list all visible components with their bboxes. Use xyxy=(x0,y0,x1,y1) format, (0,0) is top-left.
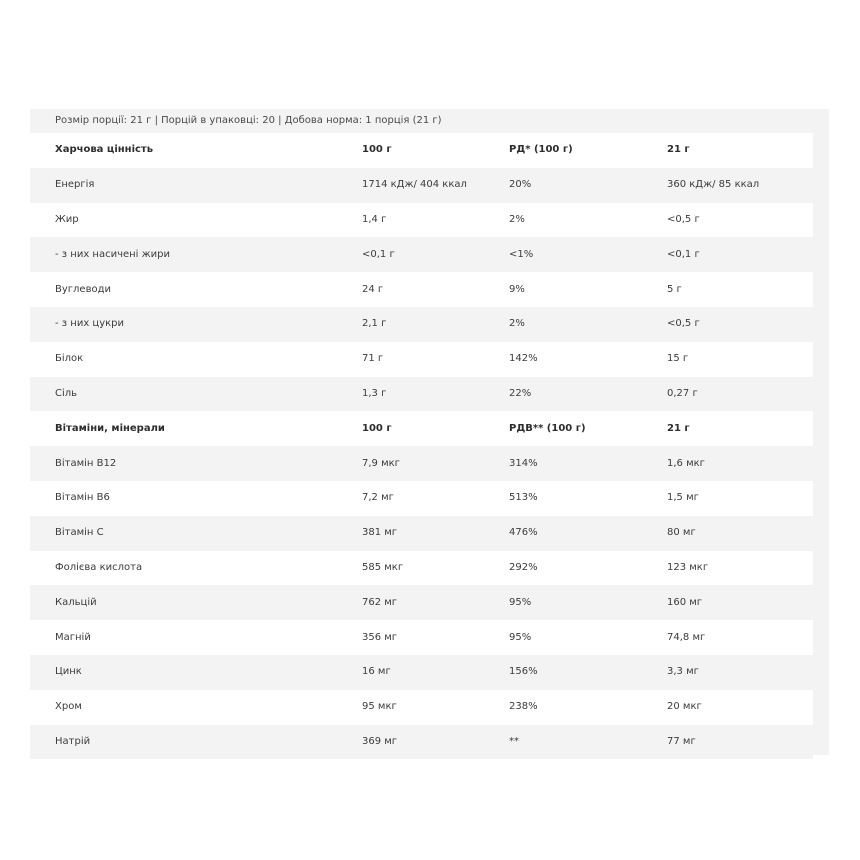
table-row xyxy=(30,620,813,655)
daily-value-cell: 238% xyxy=(509,690,667,725)
daily-value-cell: 142% xyxy=(509,342,667,377)
daily-value-cell: <1% xyxy=(509,237,667,272)
per-serving-cell: 5 г xyxy=(667,272,813,307)
per-serving-cell: 123 мкг xyxy=(667,551,813,586)
per-serving-cell: 74,8 мг xyxy=(667,620,813,655)
nutrient-name-cell: Цинк xyxy=(30,655,362,690)
per-100g-cell: 369 мг xyxy=(362,725,509,760)
table-row xyxy=(30,377,813,412)
nutrient-name-cell: Харчова цінність xyxy=(30,133,362,168)
per-serving-cell: 20 мкг xyxy=(667,690,813,725)
nutrient-name-cell: Фолієва кислота xyxy=(30,551,362,586)
per-100g-cell: 1714 кДж/ 404 ккал xyxy=(362,168,509,203)
per-100g-cell: 71 г xyxy=(362,342,509,377)
table-row xyxy=(30,551,813,586)
table-row xyxy=(30,272,813,307)
per-100g-cell: 585 мкг xyxy=(362,551,509,586)
table-row xyxy=(30,516,813,551)
nutrient-name-cell: Енергія xyxy=(30,168,362,203)
daily-value-cell: 314% xyxy=(509,446,667,481)
table-row xyxy=(30,168,813,203)
nutrient-name-cell: Натрій xyxy=(30,725,362,760)
table-row xyxy=(30,725,813,760)
daily-value-cell: РДВ** (100 г) xyxy=(509,411,667,446)
nutrient-name-cell: Вуглеводи xyxy=(30,272,362,307)
nutrient-name-cell: Магній xyxy=(30,620,362,655)
per-100g-cell: 95 мкг xyxy=(362,690,509,725)
per-serving-cell: 0,27 г xyxy=(667,377,813,412)
daily-value-cell: 95% xyxy=(509,585,667,620)
nutrient-name-cell: - з них насичені жири xyxy=(30,237,362,272)
table-row xyxy=(30,203,813,238)
table-row xyxy=(30,446,813,481)
per-serving-cell: 1,6 мкг xyxy=(667,446,813,481)
serving-info: Розмір порції: 21 г | Порцій в упаковці: 20 | Добова норма: 1 порція (21 г) xyxy=(55,115,442,126)
nutrition-panel xyxy=(30,109,829,755)
nutrition-table-body xyxy=(30,133,813,759)
per-serving-cell: <0,1 г xyxy=(667,237,813,272)
per-serving-cell: 21 г xyxy=(667,411,813,446)
nutrient-name-cell: Хром xyxy=(30,690,362,725)
per-100g-cell: 1,4 г xyxy=(362,203,509,238)
table-row xyxy=(30,690,813,725)
daily-value-cell: 22% xyxy=(509,377,667,412)
per-100g-cell: 381 мг xyxy=(362,516,509,551)
table-section-header xyxy=(30,411,813,446)
daily-value-cell: 513% xyxy=(509,481,667,516)
table-row xyxy=(30,481,813,516)
per-serving-cell: <0,5 г xyxy=(667,203,813,238)
per-100g-cell: <0,1 г xyxy=(362,237,509,272)
daily-value-cell: 2% xyxy=(509,203,667,238)
per-100g-cell: 762 мг xyxy=(362,585,509,620)
per-100g-cell: 24 г xyxy=(362,272,509,307)
table-section-header xyxy=(30,133,813,168)
per-serving-cell: <0,5 г xyxy=(667,307,813,342)
per-serving-cell: 77 мг xyxy=(667,725,813,760)
per-serving-cell: 21 г xyxy=(667,133,813,168)
per-100g-cell: 16 мг xyxy=(362,655,509,690)
per-100g-cell: 2,1 г xyxy=(362,307,509,342)
daily-value-cell: 95% xyxy=(509,620,667,655)
table-row xyxy=(30,655,813,690)
nutrient-name-cell: Вітамін С xyxy=(30,516,362,551)
table-row xyxy=(30,342,813,377)
nutrient-name-cell: Сіль xyxy=(30,377,362,412)
per-100g-cell: 356 мг xyxy=(362,620,509,655)
per-100g-cell: 1,3 г xyxy=(362,377,509,412)
table-row xyxy=(30,585,813,620)
table-row xyxy=(30,307,813,342)
per-serving-cell: 160 мг xyxy=(667,585,813,620)
nutrient-name-cell: Кальцій xyxy=(30,585,362,620)
per-100g-cell: 7,9 мкг xyxy=(362,446,509,481)
per-100g-cell: 100 г xyxy=(362,411,509,446)
per-serving-cell: 15 г xyxy=(667,342,813,377)
per-100g-cell: 7,2 мг xyxy=(362,481,509,516)
daily-value-cell: РД* (100 г) xyxy=(509,133,667,168)
nutrient-name-cell: Білок xyxy=(30,342,362,377)
per-serving-cell: 1,5 мг xyxy=(667,481,813,516)
table-row xyxy=(30,237,813,272)
daily-value-cell: 20% xyxy=(509,168,667,203)
daily-value-cell: 292% xyxy=(509,551,667,586)
per-serving-cell: 80 мг xyxy=(667,516,813,551)
per-100g-cell: 100 г xyxy=(362,133,509,168)
nutrient-name-cell: - з них цукри xyxy=(30,307,362,342)
nutrient-name-cell: Вітамін В6 xyxy=(30,481,362,516)
nutrient-name-cell: Жир xyxy=(30,203,362,238)
per-serving-cell: 3,3 мг xyxy=(667,655,813,690)
daily-value-cell: ** xyxy=(509,725,667,760)
nutrition-table xyxy=(30,133,813,759)
daily-value-cell: 476% xyxy=(509,516,667,551)
daily-value-cell: 9% xyxy=(509,272,667,307)
nutrient-name-cell: Вітамін В12 xyxy=(30,446,362,481)
per-serving-cell: 360 кДж/ 85 ккал xyxy=(667,168,813,203)
daily-value-cell: 2% xyxy=(509,307,667,342)
daily-value-cell: 156% xyxy=(509,655,667,690)
nutrient-name-cell: Вітаміни, мінерали xyxy=(30,411,362,446)
